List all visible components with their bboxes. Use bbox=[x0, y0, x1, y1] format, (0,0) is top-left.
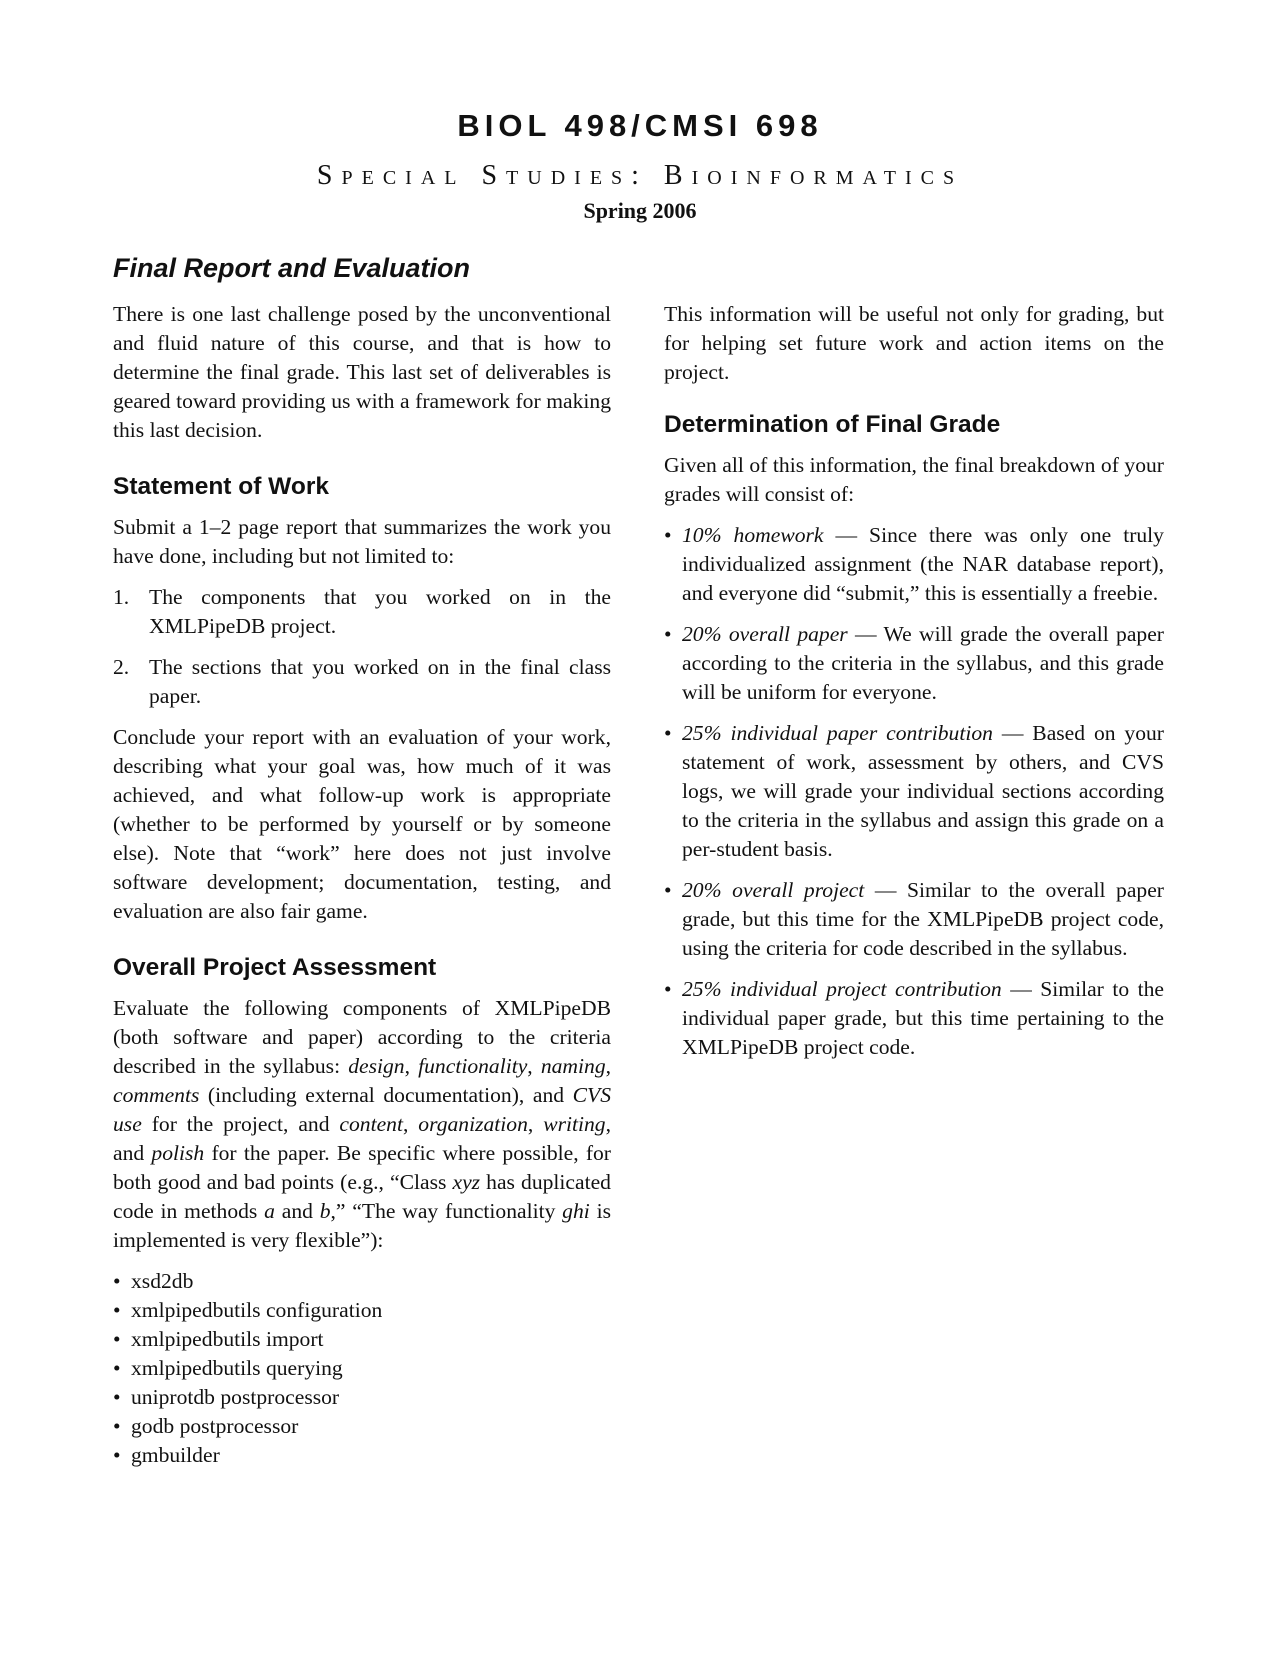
component-list bbox=[113, 1267, 611, 1470]
list-item bbox=[113, 653, 611, 711]
left-column bbox=[113, 250, 611, 1470]
list-item: • 10% homework — Since there was only one truly individualized assignment (the NAR database report), and everyone did “submit,” this is essentially a freebie. bbox=[664, 523, 1164, 605]
bullet-icon: • bbox=[664, 721, 672, 745]
list-item: • xsd2db bbox=[113, 1267, 611, 1296]
intro-paragraph: There is one last challenge posed by the unconventional and fluid nature of this course, and that is how to determine the final grade. This last set of deliverables is geared toward providing us with a framework for making this last decision. bbox=[113, 302, 611, 442]
bullet-icon: • bbox=[664, 977, 672, 1001]
final-grade-heading: Determination of Final Grade bbox=[664, 411, 1001, 438]
list-item: • uniprotdb postprocessor bbox=[113, 1383, 611, 1412]
grade-intro: Given all of this information, the final breakdown of your grades will consist of: bbox=[664, 453, 1164, 506]
grade-label: 20% overall paper bbox=[682, 622, 848, 646]
bullet-icon: • bbox=[664, 878, 672, 902]
bullet-icon: • bbox=[113, 1385, 121, 1409]
grade-label: 10% homework bbox=[682, 523, 824, 547]
bullet-icon: • bbox=[664, 523, 672, 547]
project-assessment-heading: Overall Project Assessment bbox=[113, 954, 437, 981]
assessment-paragraph: Evaluate the following components of XMLPipeDB (both software and paper) according to the criteria described in the syllabus: design, functionality, naming, comments (including external documentation), and CVS use for the project, and content, organization, writing, and polish for the paper. Be specific where possible, for both good and bad points (e.g., “Class xyz has duplicated code in methods a and b,” “The way functionality ghi is implemented is very flexible”): bbox=[113, 996, 612, 1252]
bullet-icon: • bbox=[113, 1356, 121, 1380]
list-number: 1. bbox=[113, 585, 130, 609]
list-item-text: The components that you worked on in the XMLPipeDB project. bbox=[149, 585, 611, 638]
course-term: Spring 2006 bbox=[583, 198, 697, 223]
statement-of-work-heading: Statement of Work bbox=[113, 473, 329, 500]
bullet-icon: • bbox=[113, 1414, 121, 1438]
bullet-icon: • bbox=[113, 1269, 121, 1293]
list-item: • godb postprocessor bbox=[113, 1412, 611, 1441]
information-paragraph: This information will be useful not only for grading, but for helping set future work and action items on the project. bbox=[664, 302, 1164, 384]
statement-conclusion: Conclude your report with an evaluation of your work, describing what your goal was, how much of it was achieved, and what follow-up work is appropriate (whether to be performed by yourself or by someone else). Note that “work” here does not just involve software development; documentation, testing, and evaluation are also fair game. bbox=[113, 725, 611, 923]
grade-breakdown-list bbox=[664, 521, 1164, 1062]
list-item: • 20% overall project — Similar to the overall paper grade, but this time for the XMLPipeDB project code, using the criteria for code described in the syllabus. bbox=[664, 878, 1164, 960]
list-item: • 20% overall paper — We will grade the overall paper according to the criteria in the syllabus, and this grade will be uniform for everyone. bbox=[664, 622, 1164, 704]
statement-intro: Submit a 1–2 page report that summarizes the work you have done, including but not limited to: bbox=[113, 515, 611, 568]
bullet-icon: • bbox=[664, 622, 672, 646]
list-item: • gmbuilder bbox=[113, 1441, 611, 1470]
list-item-text: The sections that you worked on in the final class paper. bbox=[149, 655, 611, 708]
grade-label: 25% individual paper contribution bbox=[682, 721, 993, 745]
right-column bbox=[664, 300, 1164, 1062]
page-title: Final Report and Evaluation bbox=[113, 253, 471, 283]
bullet-icon: • bbox=[113, 1443, 121, 1467]
bullet-icon: • bbox=[113, 1327, 121, 1351]
list-item: • xmlpipedbutils configuration bbox=[113, 1296, 611, 1325]
course-code: BIOL 498/CMSI 698 bbox=[457, 108, 823, 143]
list-number: 2. bbox=[113, 655, 130, 679]
grade-label: 20% overall project bbox=[682, 878, 865, 902]
bullet-icon: • bbox=[113, 1298, 121, 1322]
list-item: • 25% individual paper contribution — Based on your statement of work, assessment by others, and CVS logs, we will grade your individual sections according to the criteria in the syllabus and assign this grade on a per-student basis. bbox=[664, 721, 1164, 861]
statement-list bbox=[113, 583, 611, 711]
list-item bbox=[113, 583, 611, 641]
grade-label: 25% individual project contribution bbox=[682, 977, 1002, 1001]
list-item: • xmlpipedbutils querying bbox=[113, 1354, 611, 1383]
list-item: • xmlpipedbutils import bbox=[113, 1325, 611, 1354]
list-item: • 25% individual project contribution — Similar to the individual paper grade, but this time pertaining to the XMLPipeDB project code. bbox=[664, 977, 1164, 1059]
course-subtitle: Special Studies: Bioinformatics bbox=[316, 160, 964, 191]
